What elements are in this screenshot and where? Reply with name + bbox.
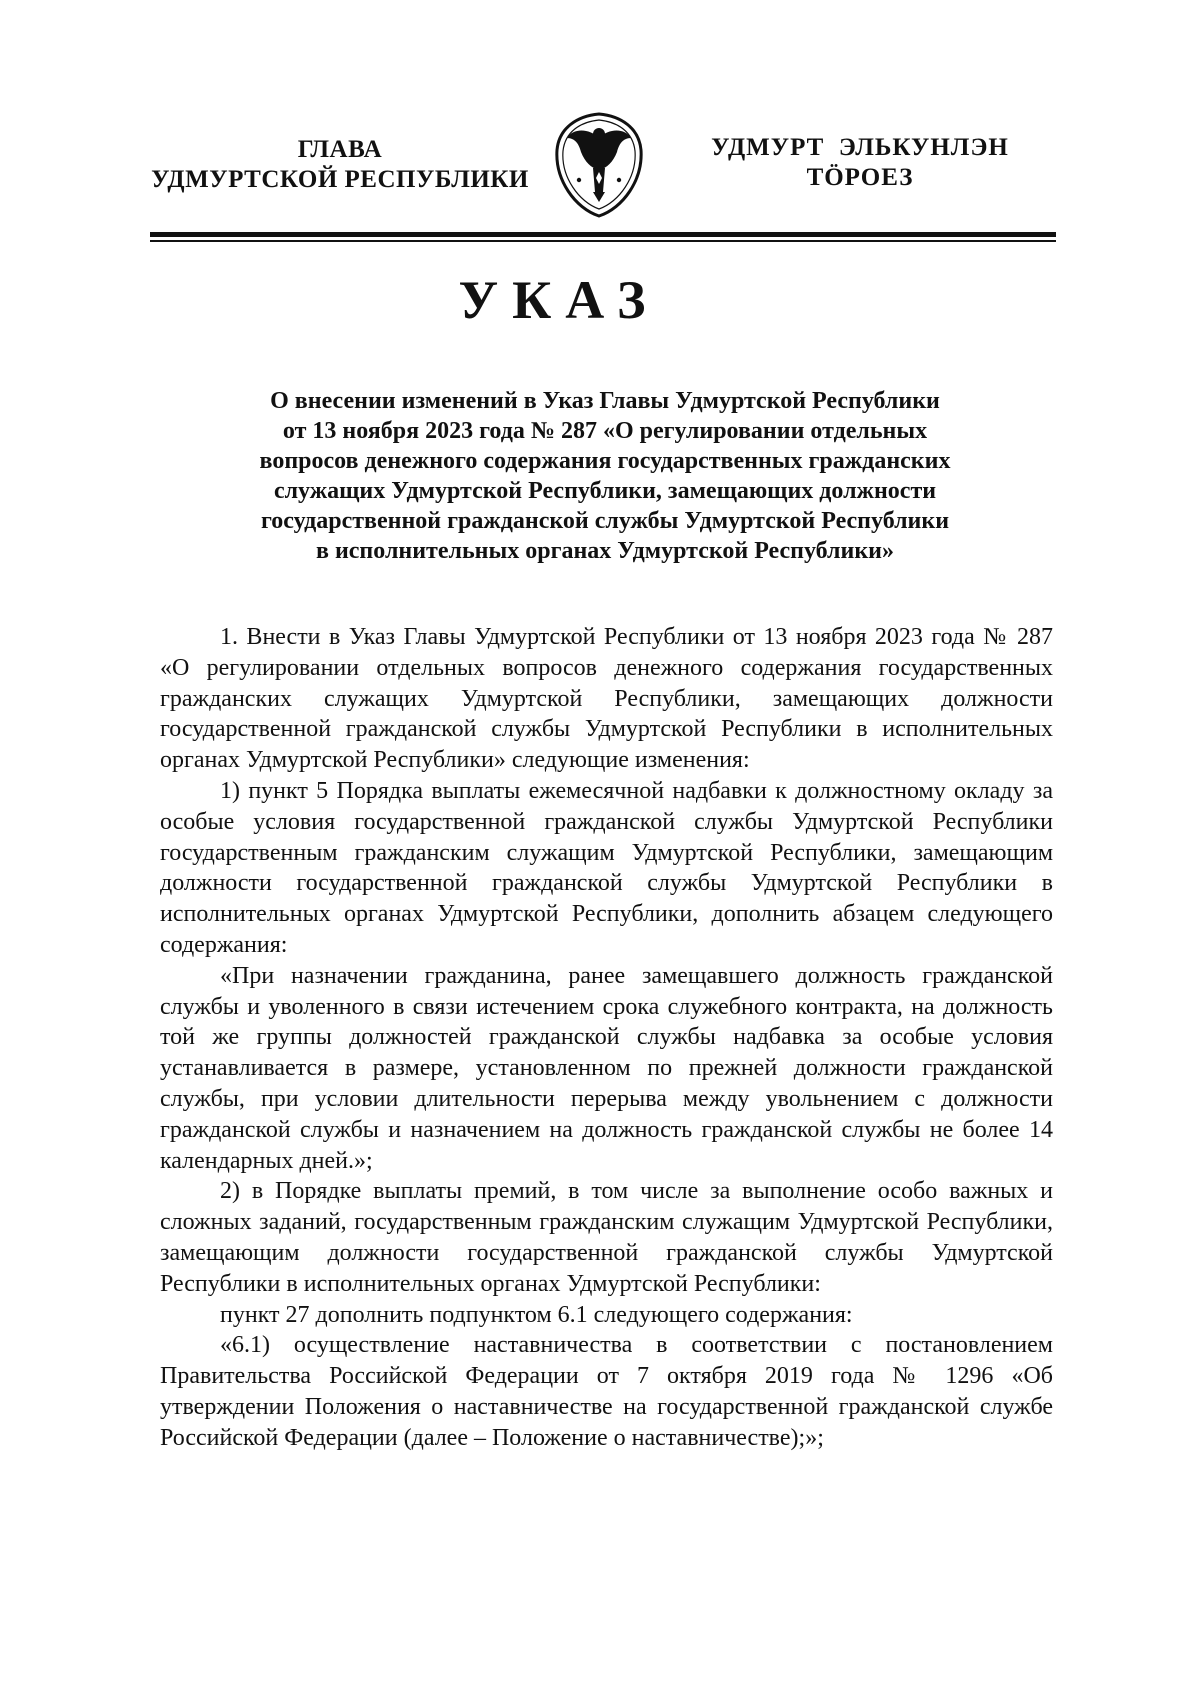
subject-line: О внесении изменений в Указ Главы Удмуртской Республики [270, 388, 940, 414]
issuer-title-line-udmurt: ТӦРОЕЗ [806, 164, 914, 191]
issuer-title-line: ГЛАВА [297, 136, 383, 163]
document-title: УКАЗ [458, 270, 660, 330]
body-paragraph-subitem-1: 1) пункт 5 Порядка выплаты ежемесячной надбавки к должностному окладу за особые условия государственной гражданской службы Удмуртской Республики государственным гражданским служащим Удмуртской Республики, замещающим должности государственной гражданской службы Удмуртской Республики в исполнительных органах Удмуртской Республики, дополнить абзацем следующего содержания: [160, 777, 1053, 958]
issuer-name-russian [140, 135, 540, 195]
subject-line: служащих Удмуртской Республики, замещающих должности [273, 478, 937, 504]
issuer-region-line-udmurt: УДМУРТ ЭЛЬКУНЛЭН [711, 134, 1009, 161]
body-paragraph-quote-1: «При назначении гражданина, ранее замещавшего должность гражданской службы и уволенного в связи истечением срока служебного контракта, на должность той же группы должностей гражданской службы надбавка за особые условия устанавливается в размере, установленном по прежней должности гражданской службы, при условии длительности перерыва между увольнением с должности гражданской службы и назначением на должность гражданской службы не более 14 календарных дней.»; [160, 962, 1053, 1174]
body-paragraph-quote-2: «6.1) осуществление наставничества в соответствии с постановлением Правительства Российской Федерации от 7 октября 2019 года № 1296 «Об утверждении Положения о наставничестве на государственной гражданской службе Российской Федерации (далее – Положение о наставничестве);»; [160, 1332, 1053, 1451]
body-paragraph-point-27: пункт 27 дополнить подпунктом 6.1 следующего содержания: [220, 1301, 853, 1328]
document-subject [160, 386, 1050, 566]
subject-line: государственной гражданской службы Удмуртской Республики [260, 508, 950, 534]
subject-line: в исполнительных органах Удмуртской Республики» [315, 538, 894, 564]
header-divider-thick [150, 232, 1056, 237]
document-body [160, 622, 1053, 1454]
body-paragraph-subitem-2: 2) в Порядке выплаты премий, в том числе за выполнение особо важных и сложных заданий, государственным гражданским служащим Удмуртской Республики, замещающим должности государственной гражданской службы Удмуртской Республики в исполнительных органах Удмуртской Республики: [160, 1178, 1053, 1297]
body-paragraph-item-1: 1. Внести в Указ Главы Удмуртской Республики от 13 ноября 2023 года № 287 «О регулировании отдельных вопросов денежного содержания государственных гражданских служащих Удмуртской Республики, замещающих должности государственной гражданской службы Удмуртской Республики в исполнительных органах Удмуртской Республики» следующие изменения: [160, 624, 1053, 774]
subject-line: от 13 ноября 2023 года № 287 «О регулировании отдельных [282, 418, 928, 444]
subject-line: вопросов денежного содержания государственных гражданских [259, 448, 951, 474]
header-divider-thin [150, 240, 1056, 242]
issuer-region-line: УДМУРТСКОЙ РЕСПУБЛИКИ [151, 166, 529, 193]
issuer-name-udmurt [690, 133, 1030, 193]
udmurt-coat-of-arms-icon [549, 110, 649, 220]
